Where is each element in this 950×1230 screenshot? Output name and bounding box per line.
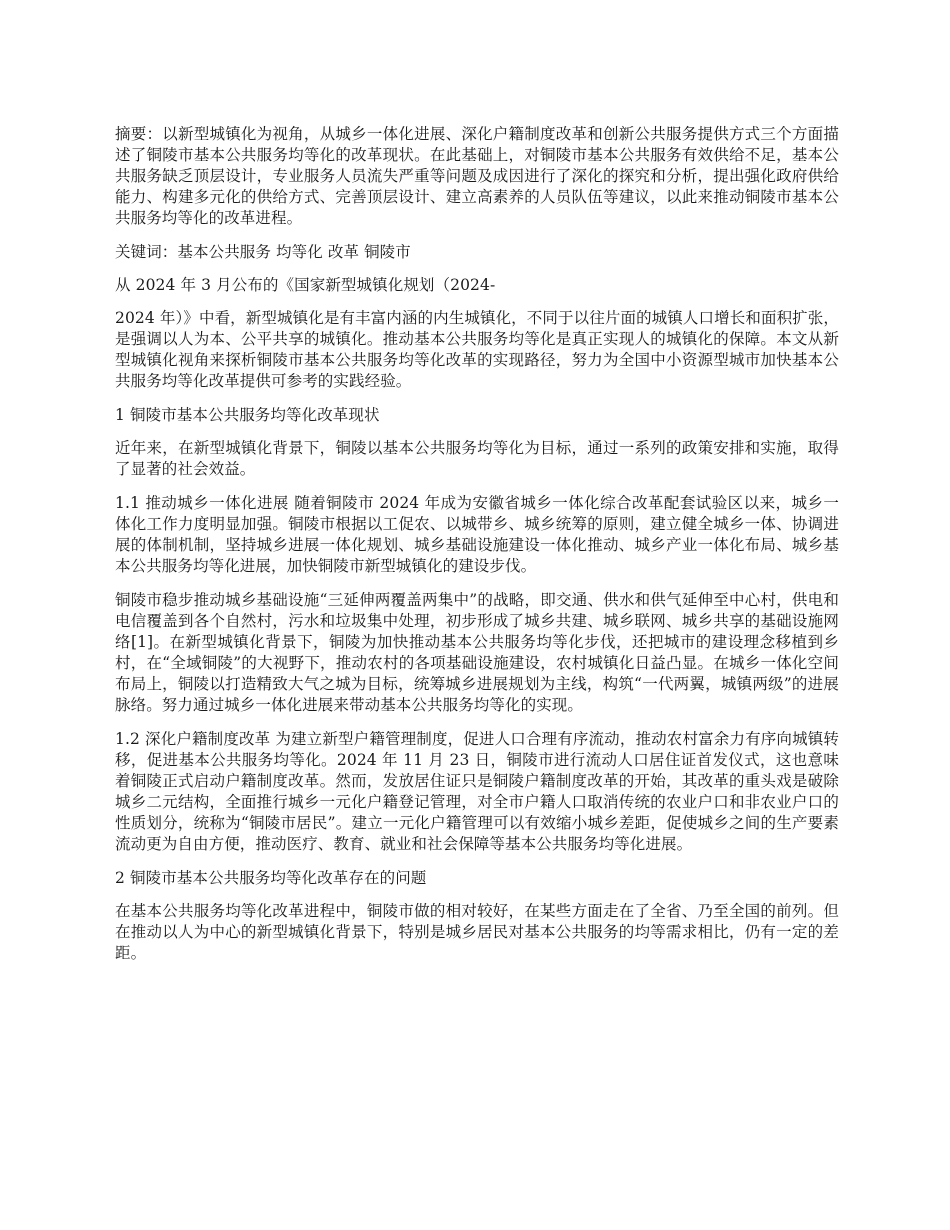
section-1-1-paragraph: 1.1 推动城乡一体化进展 随着铜陵市 2024 年成为安徽省城乡一体化综合改革配套试验区以来，城乡一体化工作力度明显加强。铜陵市根据以工促农、以城带乡、城乡统筹的原则，建立健全城乡一体、协调进展的体制机制，坚持城乡进展一体化规划、城乡基础设施建设一体化推动、城乡产业一体化布局、城乡基本公共服务均等化进展，加快铜陵市新型城镇化的建设步伐。 [115, 494, 839, 575]
section-1-2-paragraph: 1.2 深化户籍制度改革 为建立新型户籍管理制度，促进人口合理有序流动，推动农村富余力有序向城镇转移，促进基本公共服务均等化。2024 年 11 月 23 日，铜陵市进行流动人口居住证首发仪式，这也意味着铜陵正式启动户籍制度改革。然而，发放居住证只是铜陵户籍制度改革的开始，其改革的重头戏是破除城乡二元结构，全面推行城乡一元化户籍登记管理，对全市户籍人口取消传统的农业户口和非农业户口的性质划分，统称为“铜陵市居民”。建立一元化户籍管理可以有效缩小城乡差距，促使城乡之间的生产要素流动更为自由方便，推动医疗、教育、就业和社会保障等基本公共服务均等化进展。 [115, 730, 839, 853]
section-1-heading: 1 铜陵市基本公共服务均等化改革现状 [115, 406, 380, 424]
intro-paragraph: 2024 年）》中看，新型城镇化是有丰富内涵的内生城镇化，不同于以往片面的城镇人口增长和面积扩张，是强调以人为本、公平共享的城镇化。推动基本公共服务均等化是真正实现人的城镇化的保障。本文从新型城镇化视角来探析铜陵市基本公共服务均等化改革的实现路径，努力为全国中小资源型城市加快基本公共服务均等化改革提供可参考的实践经验。 [115, 309, 839, 390]
abstract-paragraph: 摘要：以新型城镇化为视角，从城乡一体化进展、深化户籍制度改革和创新公共服务提供方式三个方面描述了铜陵市基本公共服务均等化的改革现状。在此基础上，对铜陵市基本公共服务有效供给不足，基本公共服务缺乏顶层设计，专业服务人员流失严重等问题及成因进行了深化的探究和分析，提出强化政府供给能力、构建多元化的供给方式、完善顶层设计、建立高素养的人员队伍等建议，以此来推动铜陵市基本公共服务均等化的改革进程。 [115, 125, 839, 227]
section-1-intro-paragraph: 近年来，在新型城镇化背景下，铜陵以基本公共服务均等化为目标，通过一系列的政策安排和实施，取得了显著的社会效益。 [115, 439, 839, 478]
section-1-1-continuation-paragraph: 铜陵市稳步推动城乡基础设施“三延伸两覆盖两集中”的战略，即交通、供水和供气延伸至中心村，供电和电信覆盖到各个自然村，污水和垃圾集中处理，初步形成了城乡共建、城乡联网、城乡共享的基础设施网络[1]。在新型城镇化背景下，铜陵为加快推动基本公共服务均等化步伐，还把城市的建设理念移植到乡村，在“全域铜陵”的大视野下，推动农村的各项基础设施建设，农村城镇化日益凸显。在城乡一体化空间布局上，铜陵以打造精致大气之城为目标，统筹城乡进展规划为主线，构筑“一代两翼，城镇两级”的进展脉络。努力通过城乡一体化进展来带动基本公共服务均等化的实现。 [115, 591, 839, 714]
document-page [115, 124, 839, 977]
section-2-heading: 2 铜陵市基本公共服务均等化改革存在的问题 [115, 869, 427, 887]
section-2-intro-paragraph: 在基本公共服务均等化改革进程中，铜陵市做的相对较好，在某些方面走在了全省、乃至全国的前列。但在推动以人为中心的新型城镇化背景下，特别是城乡居民对基本公共服务的均等需求相比，仍有一定的差距。 [115, 902, 839, 962]
keywords-line: 关键词：基本公共服务 均等化 改革 铜陵市 [115, 243, 411, 261]
intro-first-line: 从 2024 年 3 月公布的《国家新型城镇化规划（2024- [115, 276, 496, 294]
